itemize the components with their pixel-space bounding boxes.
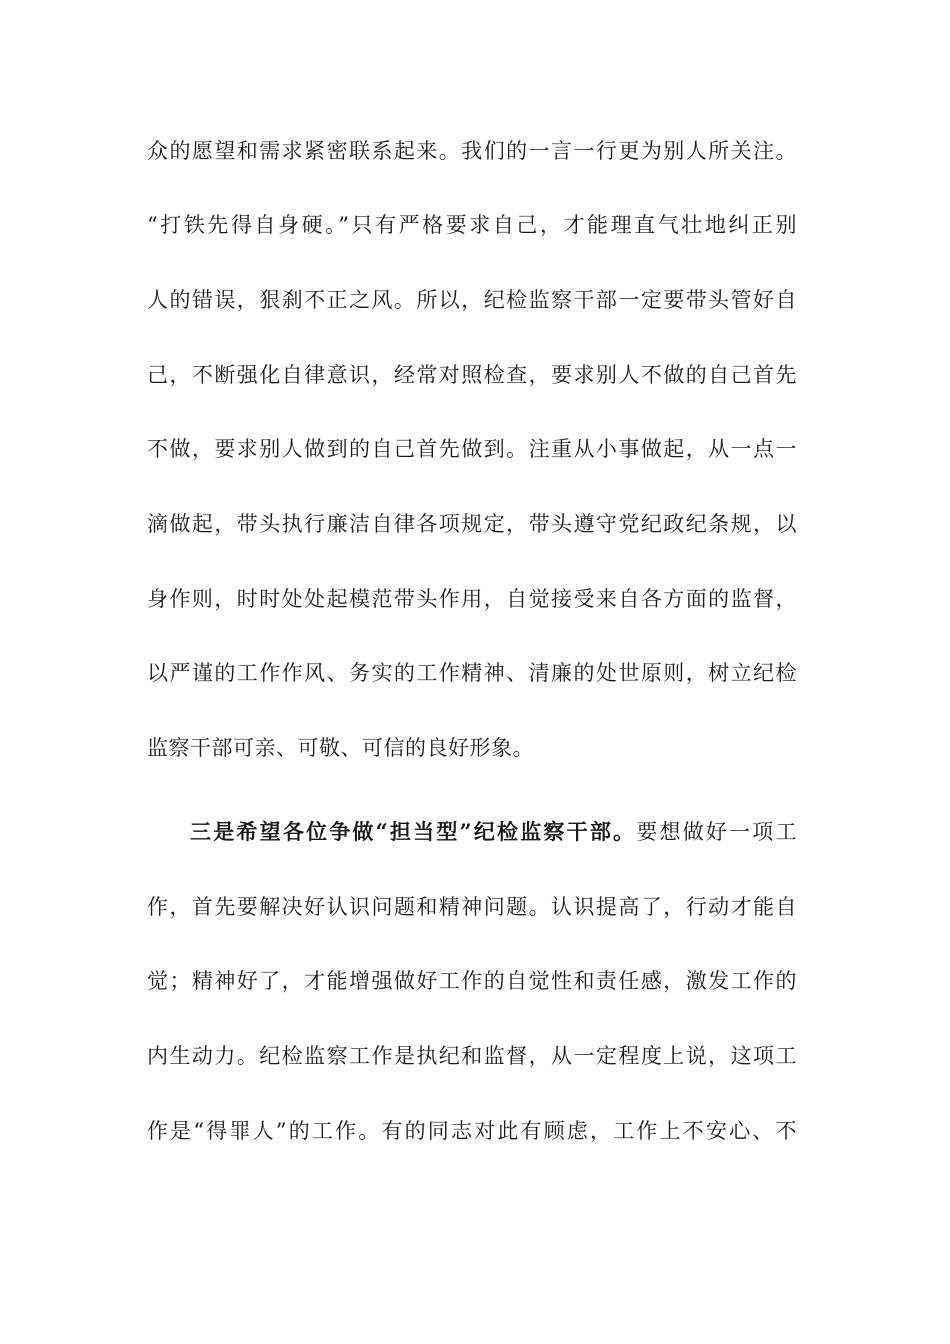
paragraph-2-line-1 [190,817,797,847]
paragraph-1-line-5: 不做，要求别人做到的自己首先做到。注重从小事做起，从一点一 [147,437,797,461]
paragraph-2-line-4: 内生动力。纪检监察工作是执纪和监督，从一定程度上说，这项工 [147,1044,797,1068]
paragraph-1-line-1: 众的愿望和需求紧密联系起来。我们的一言一行更为别人所关注。 [147,139,797,163]
paragraph-1-line-2: “打铁先得自身硬。”只有严格要求自己，才能理直气壮地纠正别 [147,213,797,237]
paragraph-1-line-7: 身作则，时时处处起模范带头作用，自觉接受来自各方面的监督， [147,587,797,611]
paragraph-2-line-2: 作，首先要解决好认识问题和精神问题。认识提高了，行动才能自 [147,895,797,919]
paragraph-2-heading: 三是希望各位争做“担当型”纪检监察干部。 [190,819,637,844]
paragraph-2-line-3: 觉；精神好了，才能增强做好工作的自觉性和责任感，激发工作的 [147,969,797,993]
paragraph-1-line-9: 监察干部可亲、可敬、可信的良好形象。 [147,736,534,760]
paragraph-1-line-8: 以严谨的工作作风、务实的工作精神、清廉的处世原则，树立纪检 [147,661,797,685]
paragraph-2-line-5: 作是“得罪人”的工作。有的同志对此有顾虑，工作上不安心、不 [147,1119,797,1143]
paragraph-1-line-6: 滴做起，带头执行廉洁自律各项规定，带头遵守党纪政纪条规，以 [147,512,797,536]
paragraph-1-line-3: 人的错误，狠刹不正之风。所以，纪检监察干部一定要带头管好自 [147,288,797,312]
paragraph-1-line-4: 己，不断强化自律意识，经常对照检查，要求别人不做的自己首先 [147,363,797,387]
paragraph-2-first-line-rest: 要想做好一项工 [636,820,797,844]
